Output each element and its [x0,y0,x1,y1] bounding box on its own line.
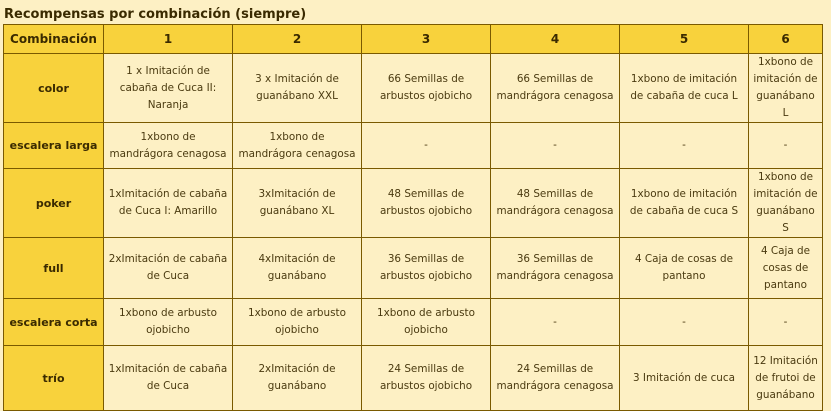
column-header-4: 4 [491,25,620,54]
table-row-full [4,238,823,299]
table-cell: - [491,299,620,346]
rewards-table [3,24,823,411]
table-cell: - [620,123,749,169]
table-cell: 1xbono de imitación de cabaña de cuca L [620,54,749,123]
table-cell: 1xbono de imitación de guanábano S [749,169,823,238]
column-header-3: 3 [362,25,491,54]
table-cell: 1xbono de mandrágora cenagosa [104,123,233,169]
table-cell: 4 Caja de cosas de pantano [749,238,823,299]
row-label: escalera larga [4,123,104,169]
table-cell: 1xbono de arbusto ojobicho [233,299,362,346]
table-cell: 48 Semillas de mandrágora cenagosa [491,169,620,238]
table-cell: 24 Semillas de arbustos ojobicho [362,346,491,411]
table-cell: 1 x Imitación de cabaña de Cuca II: Naranja [104,54,233,123]
table-cell: 4 Caja de cosas de pantano [620,238,749,299]
table-cell: - [749,123,823,169]
table-cell: 3 x Imitación de guanábano XXL [233,54,362,123]
table-cell: 12 Imitación de frutoi de guanábano [749,346,823,411]
table-cell: - [749,299,823,346]
column-header-combination: Combinación [4,25,104,54]
table-cell: 2xImitación de guanábano [233,346,362,411]
table-cell: 1xbono de arbusto ojobicho [104,299,233,346]
table-cell: 1xbono de arbusto ojobicho [362,299,491,346]
table-cell: 1xImitación de cabaña de Cuca [104,346,233,411]
table-cell: 2xImitación de cabaña de Cuca [104,238,233,299]
row-label: color [4,54,104,123]
row-label: escalera corta [4,299,104,346]
table-row-escalera-larga [4,123,823,169]
table-cell: 24 Semillas de mandrágora cenagosa [491,346,620,411]
header-row [4,25,823,54]
row-label: full [4,238,104,299]
table-row-color [4,54,823,123]
table-cell: 66 Semillas de mandrágora cenagosa [491,54,620,123]
table-row-poker [4,169,823,238]
table-cell: 1xbono de imitación de guanábano L [749,54,823,123]
table-row-escalera-corta [4,299,823,346]
table-cell: 48 Semillas de arbustos ojobicho [362,169,491,238]
table-cell: 1xImitación de cabaña de Cuca I: Amarillo [104,169,233,238]
table-cell: 1xbono de mandrágora cenagosa [233,123,362,169]
table-cell: - [620,299,749,346]
table-cell: 1xbono de imitación de cabaña de cuca S [620,169,749,238]
table-cell: 66 Semillas de arbustos ojobicho [362,54,491,123]
column-header-1: 1 [104,25,233,54]
table-cell: - [362,123,491,169]
table-row-trio [4,346,823,411]
row-label: trío [4,346,104,411]
column-header-6: 6 [749,25,823,54]
table-cell: 36 Semillas de arbustos ojobicho [362,238,491,299]
table-cell: 4xImitación de guanábano [233,238,362,299]
column-header-2: 2 [233,25,362,54]
table-cell: 36 Semillas de mandrágora cenagosa [491,238,620,299]
page-title: Recompensas por combinación (siempre) [4,7,307,22]
table-cell: 3xImitación de guanábano XL [233,169,362,238]
table-cell: - [491,123,620,169]
row-label: poker [4,169,104,238]
column-header-5: 5 [620,25,749,54]
table-cell: 3 Imitación de cuca [620,346,749,411]
